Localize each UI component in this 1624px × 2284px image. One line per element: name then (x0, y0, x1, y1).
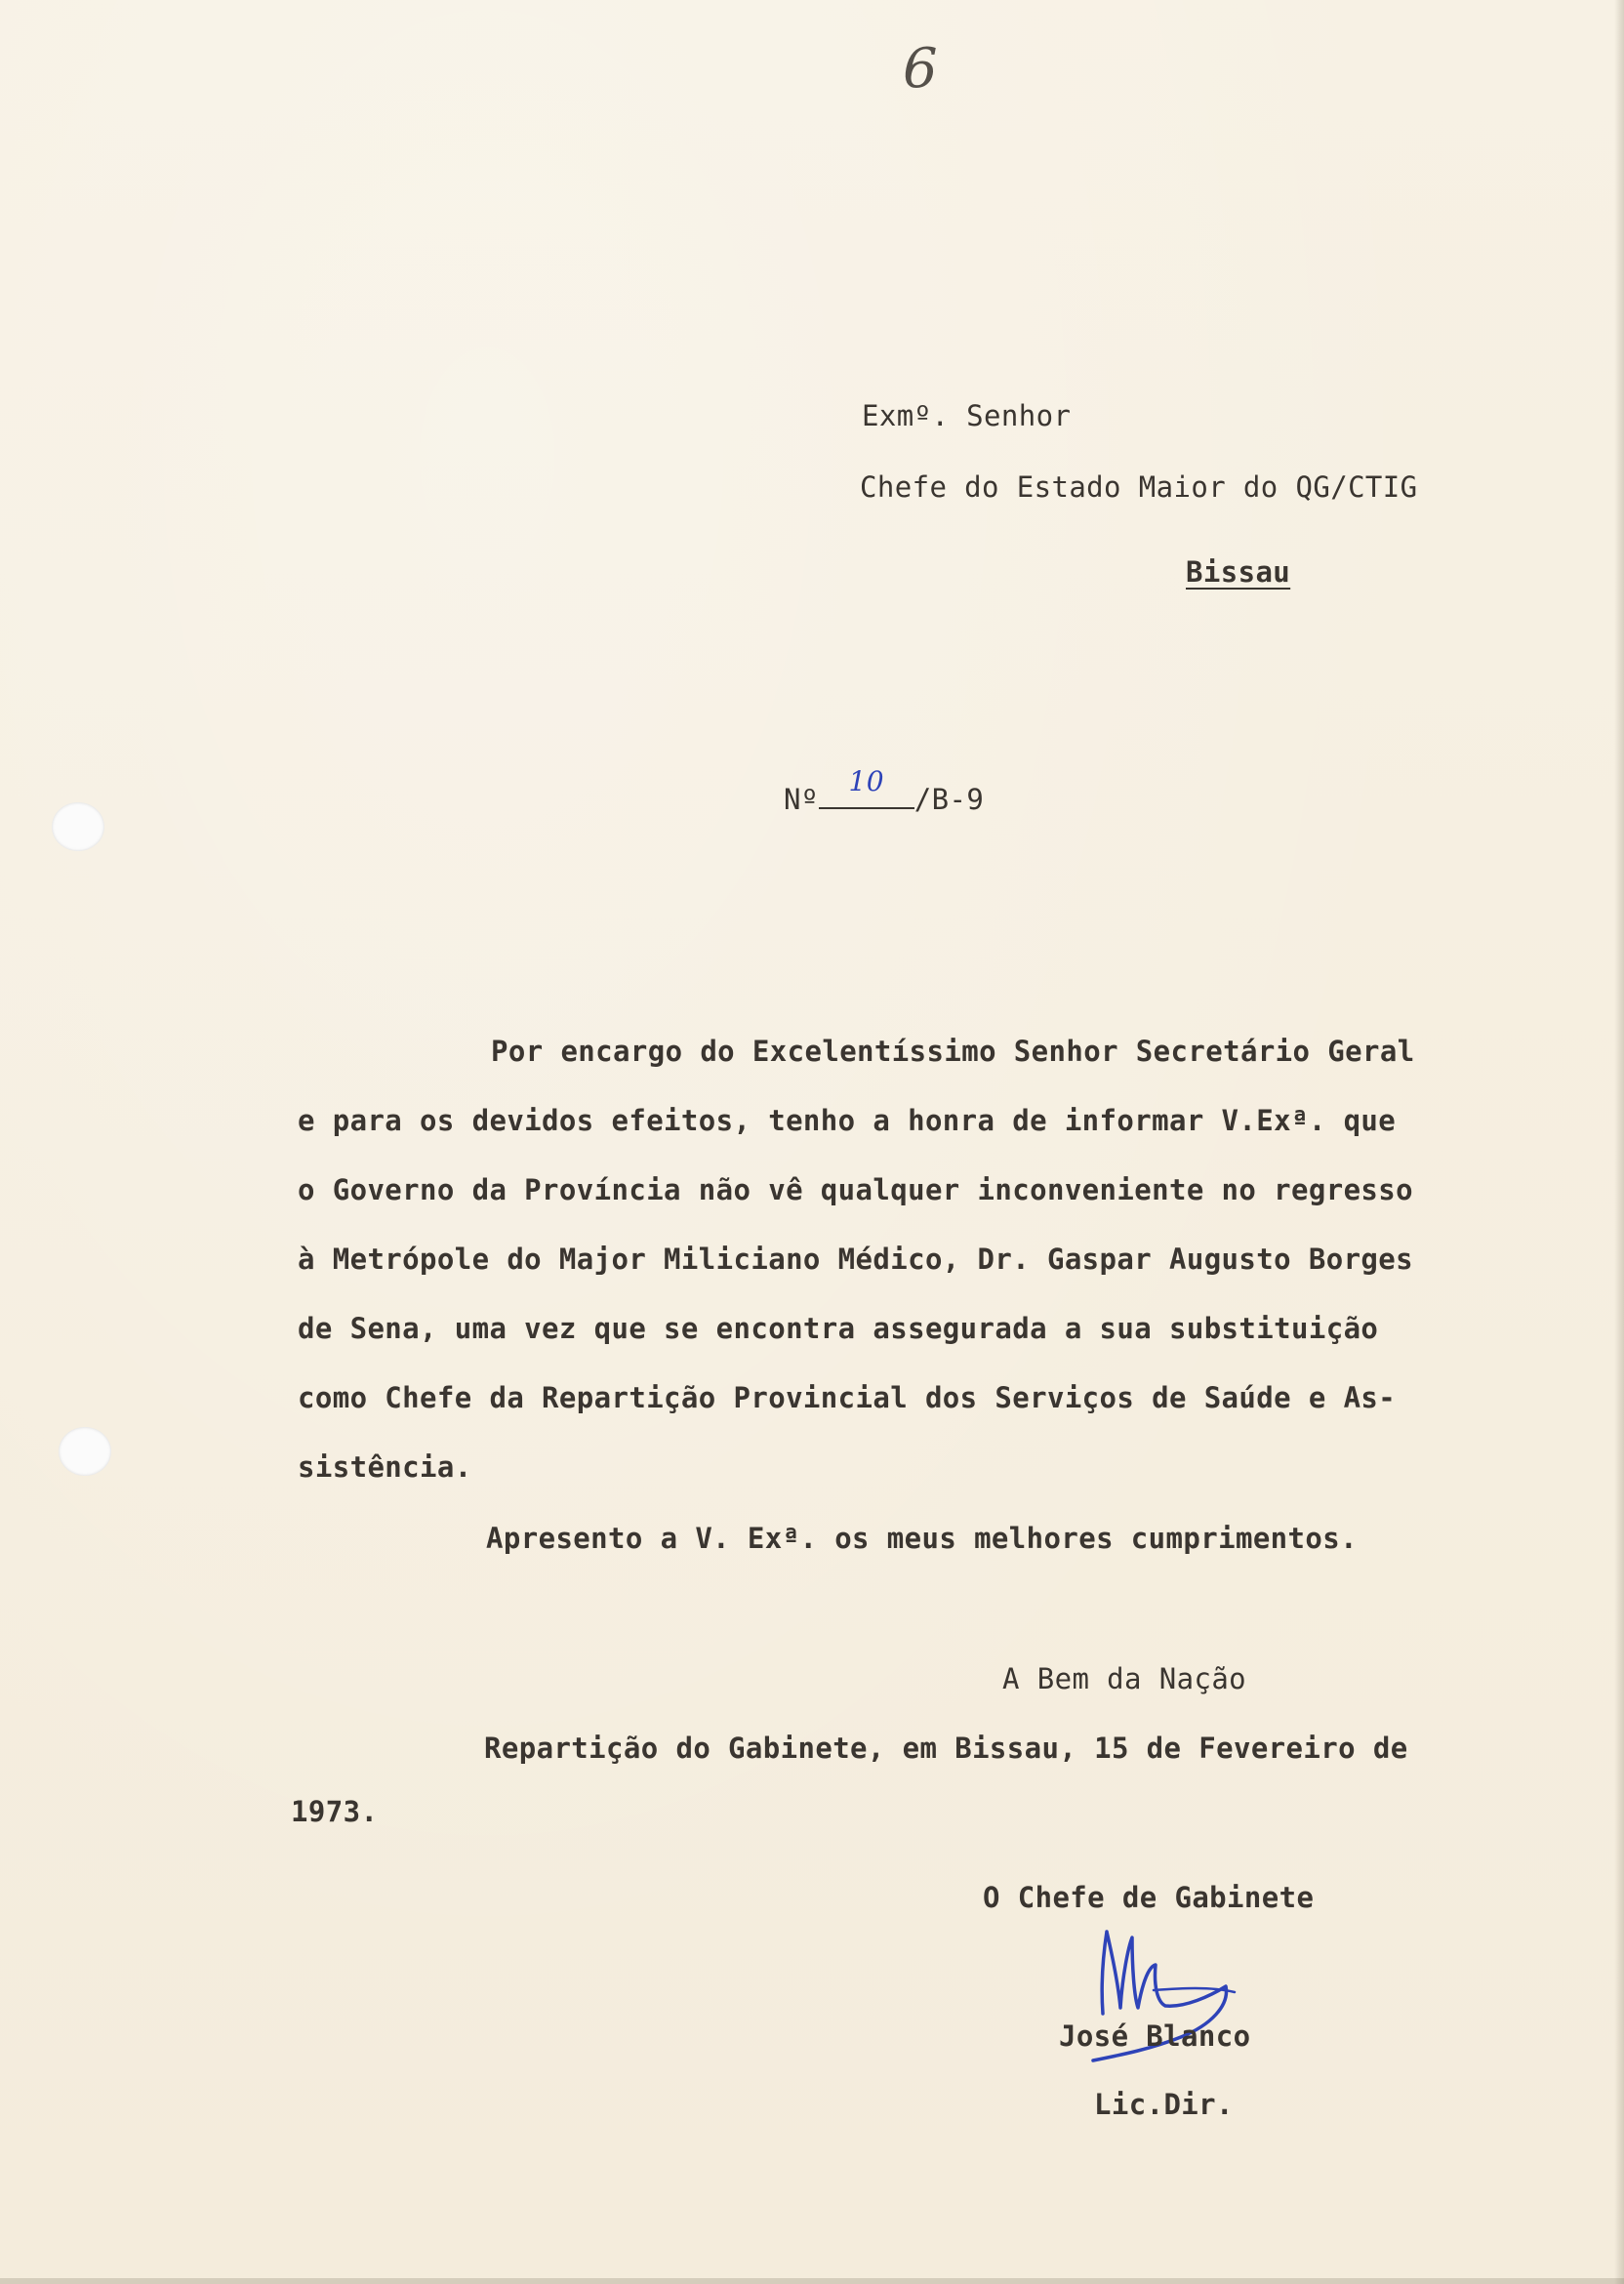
body-line: de Sena, uma vez que se encontra assegurada a sua substituição (298, 1312, 1379, 1345)
motto: A Bem da Nação (1002, 1662, 1247, 1695)
body-line: o Governo da Província não vê qualquer inconveniente no regresso (298, 1173, 1414, 1206)
date-year: 1973. (291, 1795, 379, 1828)
letter-body (298, 1017, 1529, 1502)
body-line: como Chefe da Repartição Provincial dos Serviços de Saúde e As- (298, 1381, 1397, 1414)
closing-line: Apresento a V. Exª. os meus melhores cumprimentos. (486, 1522, 1358, 1555)
addressee-city: Bissau (1186, 555, 1291, 589)
body-line: Por encargo do Excelentíssimo Senhor Secretário Geral (491, 1035, 1415, 1068)
reference-number (784, 765, 985, 817)
signatory-role: O Chefe de Gabinete (983, 1881, 1315, 1914)
signatory-degree: Lic.Dir. (1094, 2088, 1234, 2121)
signatory-name: José Blanco (1059, 2019, 1251, 2053)
page-number: 6 (903, 37, 938, 101)
addressee-salutation: Exmº. Senhor (862, 399, 1072, 432)
body-line: à Metrópole do Major Miliciano Médico, Dr. Gaspar Augusto Borges (298, 1243, 1414, 1276)
place-date: Repartição do Gabinete, em Bissau, 15 de Fevereiro de (484, 1732, 1408, 1765)
punch-hole-bottom (59, 1427, 111, 1476)
addressee-title: Chefe do Estado Maior do QG/CTIG (860, 470, 1418, 504)
body-line: e para os devidos efeitos, tenho a honra de informar V.Exª. que (298, 1104, 1397, 1137)
punch-hole-top (52, 802, 104, 851)
paper-edge (1614, 0, 1624, 2284)
reference-handwritten-number: 10 (848, 765, 884, 797)
reference-suffix: /B-9 (914, 783, 985, 816)
reference-fill-line (819, 765, 914, 809)
reference-prefix: Nº (784, 783, 819, 816)
body-line: sistência. (298, 1450, 472, 1484)
paper-bottom-edge (0, 2278, 1624, 2284)
